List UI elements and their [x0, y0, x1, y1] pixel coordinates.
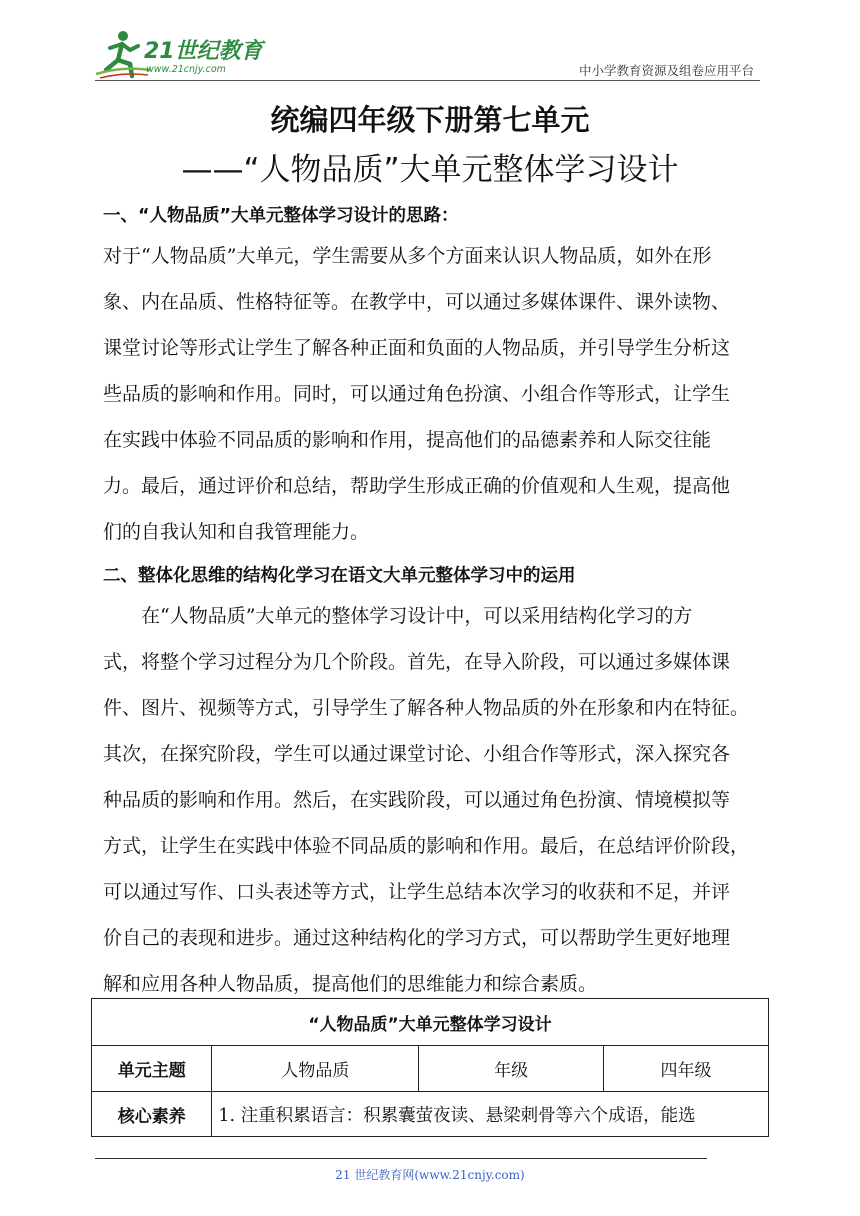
runner-logo-icon: [92, 28, 152, 80]
table-cell-label: 核心素养: [92, 1092, 212, 1137]
text-line: 其次，在探究阶段，学生可以通过课堂讨论、小组合作等形式，深入探究各: [103, 743, 731, 765]
text-line: 些品质的影响和作用。同时，可以通过角色扮演、小组合作等形式，让学生: [103, 383, 731, 405]
section2-heading: 二、整体化思维的结构化学习在语文大单元整体学习中的运用: [103, 566, 576, 586]
design-table: [91, 998, 769, 1137]
site-logo[interactable]: [92, 28, 262, 80]
table-cell-label: 单元主题: [92, 1046, 212, 1092]
page-subtitle: ——“人物品质”大单元整体学习设计: [181, 152, 679, 188]
table-title-row: [92, 999, 769, 1046]
table-cell: 年级: [419, 1046, 604, 1092]
text-line: 种品质的影响和作用。然后，在实践阶段，可以通过角色扮演、情境模拟等: [103, 789, 731, 811]
text-line: 在“人物品质”大单元的整体学习设计中，可以采用结构化学习的方: [103, 605, 693, 627]
text-line: 解和应用各种人物品质，提高他们的思维能力和综合素质。: [103, 973, 598, 995]
text-line: 件、图片、视频等方式，引导学生了解各种人物品质的外在形象和内在特征。: [103, 697, 750, 719]
section1-heading: 一、“人物品质”大单元整体学习设计的思路：: [103, 206, 459, 226]
logo-url: www.21cnjy.com: [146, 64, 226, 75]
text-line: 力。最后，通过评价和总结，帮助学生形成正确的价值观和人生观，提高他: [103, 475, 731, 497]
table-row: [92, 1046, 769, 1092]
text-line: 象、内在品质、性格特征等。在教学中，可以通过多媒体课件、课外读物、: [103, 291, 731, 313]
text-line: 方式，让学生在实践中体验不同品质的影响和作用。最后，在总结评价阶段，: [103, 835, 750, 857]
text-line: 们的自我认知和自我管理能力。: [103, 521, 370, 543]
table-cell: 四年级: [604, 1046, 769, 1092]
table-cell-content: 1. 注重积累语言：积累囊萤夜读、悬梁刺骨等六个成语，能选: [212, 1092, 769, 1137]
text-line: 在实践中体验不同品质的影响和作用，提高他们的品德素养和人际交往能: [103, 429, 712, 451]
text-line: 式，将整个学习过程分为几个阶段。首先，在导入阶段，可以通过多媒体课: [103, 651, 731, 673]
text-line: 课堂讨论等形式让学生了解各种正面和负面的人物品质，并引导学生分析这: [103, 337, 731, 359]
table-row: [92, 1092, 769, 1137]
text-line: 价自己的表现和进步。通过这种结构化的学习方式，可以帮助学生更好地理: [103, 927, 731, 949]
logo-text: 21世纪教育: [144, 39, 263, 64]
footer-divider: [95, 1158, 707, 1159]
platform-label: 中小学教育资源及组卷应用平台: [578, 63, 754, 78]
section1-paragraph: [103, 233, 763, 555]
footer-link[interactable]: 21 世纪教育网(www.21cnjy.com): [335, 1168, 525, 1182]
table-cell: 人物品质: [212, 1046, 419, 1092]
text-line: 可以通过写作、口头表述等方式，让学生总结本次学习的收获和不足，并评: [103, 881, 731, 903]
text-line: 对于“人物品质”大单元，学生需要从多个方面来认识人物品质，如外在形: [103, 245, 712, 267]
section2-paragraph: [103, 593, 763, 1007]
page-header: [0, 0, 860, 90]
header-divider: [95, 80, 760, 81]
page-title: 统编四年级下册第七单元: [270, 103, 590, 137]
table-title: “人物品质”大单元整体学习设计: [92, 999, 769, 1046]
